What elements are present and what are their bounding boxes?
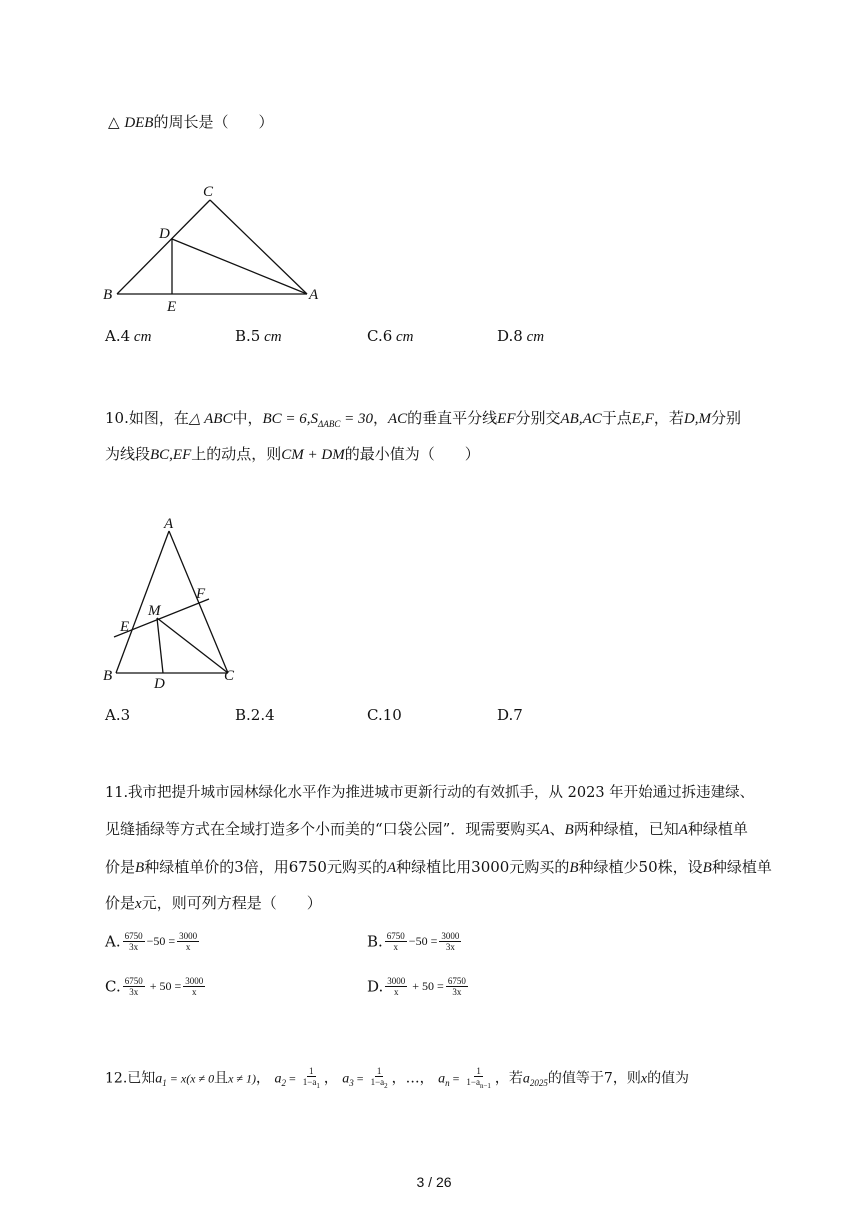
q10-option-d[interactable]: D.7 xyxy=(497,706,523,724)
vertex-label-e: E xyxy=(167,299,177,313)
vertex-label-a: A xyxy=(309,287,319,303)
vertex-label-b: B xyxy=(103,287,113,303)
q11-option-d[interactable]: D. $\frac{3000}{x}$ + 50 = $\frac{6750}{3x}$ xyxy=(367,975,466,997)
vertex-label-a: A xyxy=(164,516,174,532)
q10-stem-line1: 10.如图，在△ ABC中，BC = $6,S_{\Delta ABC} = 30$，AC的垂直平分线EF分别交AB,AC于点E,F，若D,M分别 xyxy=(105,409,741,429)
point-label-m: M xyxy=(148,603,161,619)
q11-option-c[interactable]: C. $\frac{6750}{3x}$ + 50 = $\frac{3000}{x}$ xyxy=(105,975,204,997)
point-label-f: F xyxy=(196,586,206,602)
q10-stem-line2: 为线段BC,EF上的动点，则CM + DM的最小值为（ ） xyxy=(105,445,480,463)
q10-option-a[interactable]: A.3 xyxy=(105,706,131,724)
q10-triangle-figure xyxy=(96,512,246,692)
vertex-label-c: C xyxy=(224,668,235,684)
q9-option-b[interactable]: B.5 cm xyxy=(235,327,282,345)
q11-option-a[interactable]: A. $\frac{6750}{3x}$ −50 = $\frac{3000}{x}$ xyxy=(105,930,198,952)
vertex-label-d: D xyxy=(159,226,170,242)
q11-stem-line2: 见缝插绿等方式在全域打造多个小而美的“口袋公园”．现需要购买A、B两种绿植，已知A种绿植单 xyxy=(105,820,748,838)
triangle-symbol: △ xyxy=(108,113,125,131)
q9-option-d[interactable]: D.8 cm xyxy=(497,327,545,345)
point-label-d: D xyxy=(154,676,165,692)
q11-option-b[interactable]: B. $\frac{6750}{x}$ −50 = $\frac{3000}{3x}$ xyxy=(367,930,460,952)
triangle-name: DEB xyxy=(124,115,154,131)
q9-option-c[interactable]: C.6 cm xyxy=(367,327,414,345)
page-number: 3 / 26 xyxy=(416,1174,452,1190)
q10-option-b[interactable]: B.2.4 xyxy=(235,706,275,724)
q10-option-c[interactable]: C.10 xyxy=(367,706,402,724)
q12-stem: 12.已知$a_1 = x(x \ne 0$且x ≠ 1)， $a_2$ = $\frac{1}{1-a_1}$ ， $a_3$ = $\frac{1}{1-a_2}$ ，…， $a_n$ = $\frac{1}{1-a_{n-1}}$ ，若$a_{2025}$的值等于7，则x的值为 xyxy=(105,1066,690,1090)
q11-stem-line4: 价是x元，则可列方程是（ ） xyxy=(105,894,322,912)
point-label-e: E xyxy=(120,619,130,635)
q9-option-a[interactable]: A.4 cm xyxy=(105,327,152,345)
vertex-label-c: C xyxy=(203,184,214,200)
q9-triangle-figure xyxy=(95,178,335,313)
q9-question-text: 的周长是（ ） xyxy=(153,113,274,131)
q11-stem-line1: 11.我市把提升城市园林绿化水平作为推进城市更新行动的有效抓手，从 2023 年开始通过拆违建绿、 xyxy=(105,785,755,801)
q9-stem xyxy=(108,112,274,133)
vertex-label-b: B xyxy=(103,668,113,684)
q11-stem-line3: 价是B种绿植单价的3倍，用6750元购买的A种绿植比用3000元购买的B种绿植少50株，设B种绿植单 xyxy=(105,858,772,876)
